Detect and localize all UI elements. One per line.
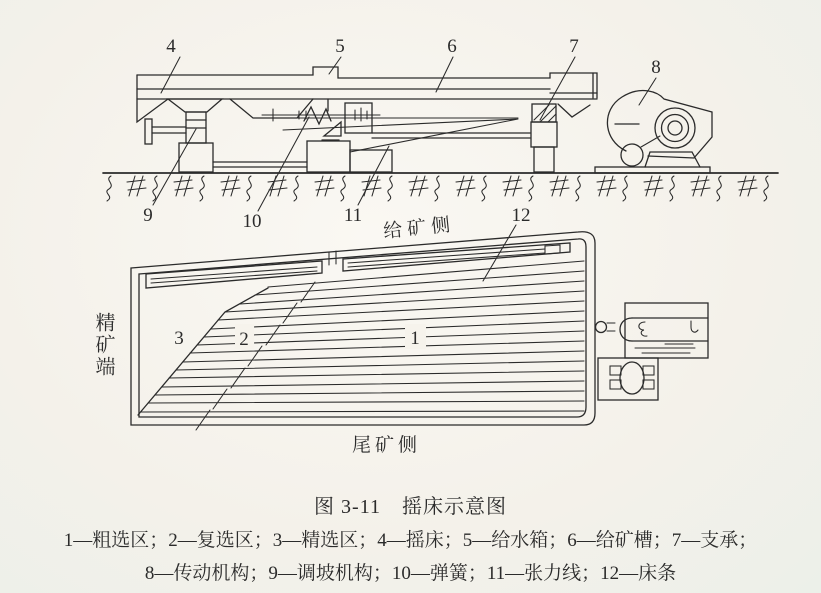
- callout-10: 10: [242, 211, 262, 232]
- concentrate-end-label: 精矿端: [92, 312, 114, 378]
- eccentric-plan: [620, 362, 644, 394]
- riffles: [141, 261, 584, 412]
- figure-caption: 图 3-11 摇床示意图: [314, 496, 507, 518]
- deck-outline-plan: [131, 232, 595, 425]
- callout-12: 12: [511, 205, 531, 226]
- slope-adjusting-mechanism: [145, 112, 213, 172]
- spring-mechanism: [304, 99, 372, 140]
- support-column: [531, 104, 590, 172]
- callout-9: 9: [143, 205, 153, 226]
- feed-side-label: 给矿侧: [382, 214, 457, 243]
- figure-legend-line-2: 8—传动机构；9—调坡机构；10—弹簧；11—张力线；12—床条: [144, 563, 677, 584]
- middle-supports: [213, 133, 530, 172]
- zone-2-label: 2: [239, 329, 249, 350]
- side-view-callouts: [143, 36, 661, 232]
- zone-boundaries: [138, 282, 315, 430]
- ball-joint: [596, 322, 607, 333]
- callout-8: 8: [651, 57, 661, 78]
- drive-mechanism: [595, 91, 712, 173]
- callout-7: 7: [569, 36, 579, 57]
- head-motion-plan: [596, 303, 709, 400]
- jack-handle: [145, 119, 152, 144]
- ground-hatching: [107, 176, 768, 201]
- tailings-side-label: 尾矿侧: [352, 435, 422, 456]
- callout-4: 4: [166, 36, 176, 57]
- callout-5: 5: [335, 36, 345, 57]
- side-view-drawing: [103, 36, 778, 232]
- eccentric-wheel: [621, 144, 643, 166]
- callout-6: 6: [447, 36, 457, 57]
- zone-1-label: 1: [410, 328, 420, 349]
- figure-legend-line-1: 1—粗选区；2—复选区；3—精选区；4—摇床；5—给水箱；6—给矿槽；7—支承；: [63, 530, 758, 551]
- callout-11: 11: [343, 205, 363, 226]
- zone-3-label: 3: [174, 328, 184, 349]
- tension-line: [262, 108, 518, 152]
